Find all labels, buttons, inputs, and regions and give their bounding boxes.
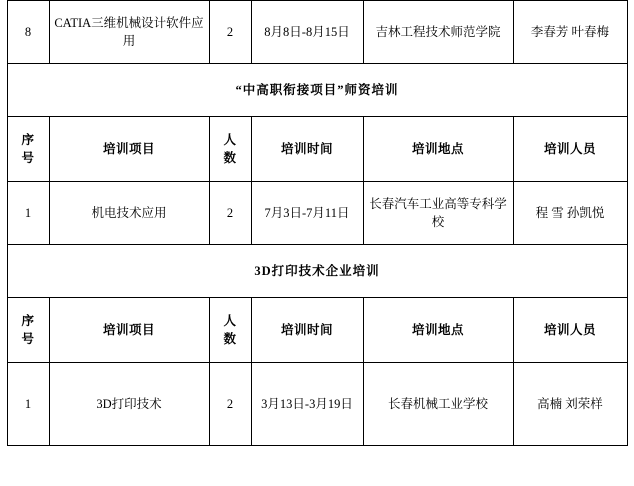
section-title-3dprint: 3D打印技术企业培训 [7,245,627,298]
cell-seq: 1 [7,182,49,245]
header-count [209,298,251,363]
cell-people: 程 雪 孙凯悦 [513,182,627,245]
training-table [7,0,628,446]
cell-project: 机电技术应用 [49,182,209,245]
cell-place: 长春汽车工业高等专科学校 [363,182,513,245]
cell-place: 吉林工程技术师范学院 [363,1,513,64]
cell-time: 8月8日-8月15日 [251,1,363,64]
header-seq [7,298,49,363]
table-row [7,363,627,446]
cell-project: CATIA三维机械设计软件应用 [49,1,209,64]
header-seq-line1: 序 [21,313,35,328]
cell-time: 3月13日-3月19日 [251,363,363,446]
table-row [7,1,627,64]
header-place: 培训地点 [363,298,513,363]
cell-count: 2 [209,363,251,446]
header-time: 培训时间 [251,117,363,182]
table-header-3dprint [7,298,627,363]
cell-count: 2 [209,1,251,64]
cell-seq: 1 [7,363,49,446]
table-header-vocational [7,117,627,182]
header-people: 培训人员 [513,117,627,182]
cell-project: 3D打印技术 [49,363,209,446]
cell-people: 高楠 刘荣样 [513,363,627,446]
table-row [7,182,627,245]
header-seq-line2: 号 [21,332,35,346]
header-time: 培训时间 [251,298,363,363]
header-project: 培训项目 [49,298,209,363]
header-seq-line2: 号 [21,151,35,165]
section-title-row [7,64,627,117]
header-count-line1: 人 [223,132,237,147]
header-count-line2: 数 [223,332,237,346]
header-seq-line1: 序 [21,132,35,147]
header-count-line2: 数 [223,151,237,165]
cell-seq: 8 [7,1,49,64]
cell-people: 李春芳 叶春梅 [513,1,627,64]
cell-time: 7月3日-7月11日 [251,182,363,245]
header-people: 培训人员 [513,298,627,363]
header-count-line1: 人 [223,313,237,328]
header-project: 培训项目 [49,117,209,182]
header-seq [7,117,49,182]
header-count [209,117,251,182]
section-title-vocational: “中高职衔接项目”师资培训 [7,64,627,117]
cell-count: 2 [209,182,251,245]
section-title-row [7,245,627,298]
header-place: 培训地点 [363,117,513,182]
cell-place: 长春机械工业学校 [363,363,513,446]
